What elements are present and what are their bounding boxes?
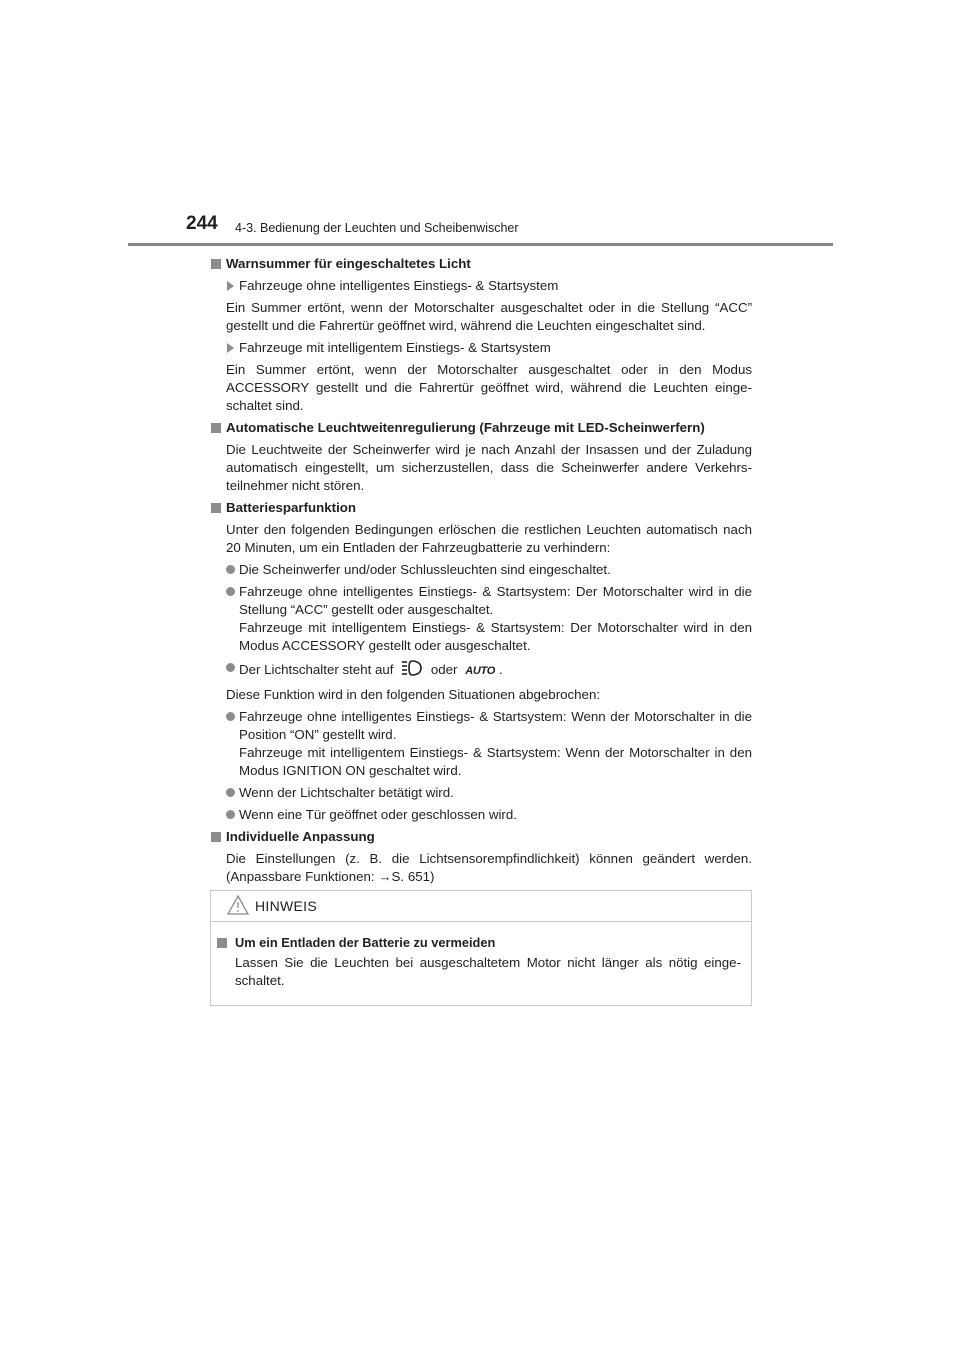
page-header: [0, 0, 960, 250]
bullet-icon: [226, 712, 235, 721]
paragraph: Ein Summer ertönt, wenn der Motorschalter ausgeschaltet oder in den Modus ACCESSORY gestellt und die Fahrertür geöffnet wird, während die Leuchten eingeschaltet sind.: [226, 362, 752, 413]
list-item: Die Scheinwerfer und/oder Schlussleuchten sind eingeschaltet.: [226, 561, 752, 579]
list-item: Der Lichtschalter steht auf oder AUTO .: [226, 659, 752, 682]
section-title-warnsummer: Warnsummer für eingeschaltetes Licht: [210, 255, 752, 273]
paragraph: Die Einstellungen (z. B. die Lichtsensorempfindlichkeit) können geändert werden. (Anpassbare Funktionen: →S. 651): [226, 851, 752, 884]
subsection-with-smart-entry: Fahrzeuge mit intelligentem Einstiegs- & Startsystem: [226, 339, 752, 357]
paragraph: Unter den folgenden Bedingungen erlöschen die restlichen Leuchten automatisch nach 20 Minuten, um ein Entladen der Fahrzeugbatterie zu verhindern:: [226, 522, 752, 555]
arrow-right-icon: [227, 281, 234, 291]
section-title-batteriespar: Batteriesparfunktion: [210, 499, 752, 517]
section-marker-icon: [211, 832, 221, 842]
paragraph: Diese Funktion wird in den folgenden Situationen abgebrochen:: [226, 687, 601, 702]
notice-label: HINWEIS: [255, 898, 317, 914]
section-marker-icon: [211, 503, 221, 513]
list-item: Fahrzeuge ohne intelligentes Einstiegs- & Startsystem: Wenn der Motorschalter in die Position “ON” gestellt wird. Fahrzeuge mit intelligentem Einstiegs- & Startsystem: Wenn der Motorschalter in den Modus IGNITION ON geschaltet wird.: [226, 708, 752, 780]
list-item: Fahrzeuge ohne intelligentes Einstiegs- & Startsystem: Der Motorschalter wird in die Stellung “ACC” gestellt oder ausgeschaltet. Fahrzeuge mit intelligentem Einstiegs- & Startsystem: Der Motorschalter wird in den Modus ACCESSORY gestellt oder ausgeschaltet.: [226, 583, 752, 655]
paragraph: Die Leuchtweite der Scheinwerfer wird je nach Anzahl der Insassen und der Zuladung automatisch eingestellt, um sicherzustellen, dass die Scheinwerfer andere Verkehrsteilnehmer nicht stören.: [226, 442, 752, 493]
notice-title: Um ein Entladen der Batterie zu vermeiden: [217, 934, 751, 952]
auto-icon: AUTO: [465, 664, 495, 677]
bullet-icon: [226, 587, 235, 596]
arrow-right-icon: [227, 343, 234, 353]
section-marker-icon: [217, 938, 227, 948]
section-marker-icon: [211, 259, 221, 269]
page-number: 244: [186, 213, 218, 234]
section-title-anpassung: Individuelle Anpassung: [210, 828, 752, 846]
section-title-leuchtweite: Automatische Leuchtweitenregulierung (Fahrzeuge mit LED-Scheinwerfern): [210, 419, 752, 437]
paragraph: Ein Summer ertönt, wenn der Motorschalter ausgeschaltet oder in die Stellung “ACC” gestellt und die Fahrertür geöffnet wird, während die Leuchten eingeschaltet sind.: [226, 300, 752, 333]
bullet-icon: [226, 788, 235, 797]
bullet-icon: [226, 810, 235, 819]
section-marker-icon: [211, 423, 221, 433]
notice-box: [210, 890, 752, 1006]
header-rule: [128, 243, 833, 246]
main-content: [210, 255, 752, 890]
headlight-icon: [401, 659, 423, 682]
list-item: Wenn der Lichtschalter betätigt wird.: [226, 784, 752, 802]
chapter-title: 4-3. Bedienung der Leuchten und Scheibenwischer: [235, 221, 519, 235]
notice-header: [211, 891, 751, 922]
notice-body: [211, 934, 751, 990]
bullet-icon: [226, 565, 235, 574]
warning-triangle-icon: [227, 895, 249, 920]
subsection-without-smart-entry: Fahrzeuge ohne intelligentes Einstiegs- & Startsystem: [226, 277, 752, 295]
notice-text: Lassen Sie die Leuchten bei ausgeschaltetem Motor nicht länger als nötig eingeschaltet.: [235, 955, 741, 988]
list-item: Wenn eine Tür geöffnet oder geschlossen wird.: [226, 806, 752, 824]
bullet-icon: [226, 663, 235, 672]
